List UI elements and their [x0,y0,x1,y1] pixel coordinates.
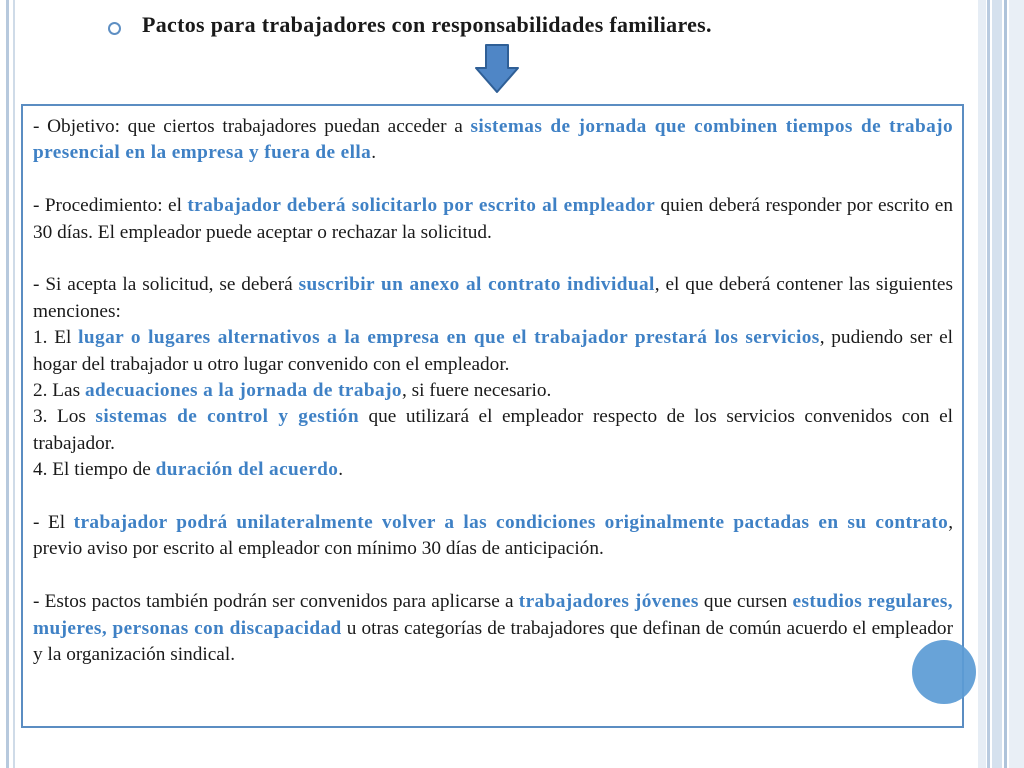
text-run: , si fuere necesario. [401,380,552,402]
paragraph-unilateral [33,510,953,563]
highlight-text: sistemas de jornada que combinen tiempos de trabajo presencial en la empresa y fuera de ella [33,116,953,164]
left-decorative-line-inner [13,0,15,768]
paragraph-acepta [33,272,953,325]
paragraph-objetivo [33,114,953,167]
highlight-text: lugar o lugares alternativos a la empresa en que el trabajador prestará los servicios [78,327,820,349]
text-run: 1. El [33,327,79,349]
text-run: , pudiendo ser el hogar del trabajador u otro lugar convenido con el empleador. [33,327,953,375]
slide-title: Pactos para trabajadores con responsabilidades familiares. [142,12,712,37]
text-run: - El [33,512,74,534]
text-run: , el que deberá contener las siguientes menciones: [33,274,953,322]
highlight-text: sistemas de control y gestión [95,406,359,428]
text-run: quien deberá responder por escrito en 30 días. El empleador puede aceptar o rechazar la solicitud. [33,195,953,243]
text-run: . [371,142,377,164]
highlight-text: adecuaciones a la jornada de trabajo [84,380,402,402]
text-run: 4. El tiempo de [33,459,156,481]
left-decorative-line [6,0,9,768]
list-item-1 [33,325,953,378]
list-item-3 [33,404,953,457]
down-arrow-icon [474,44,520,94]
list-item-2 [33,378,953,404]
highlight-text: trabajador podrá unilateralmente volver a las condiciones originalmente pactadas en su contrato [73,512,949,534]
text-run: , previo aviso por escrito al empleador con mínimo 30 días de anticipación. [33,512,954,560]
list-item-4 [33,457,953,483]
text-run: 3. Los [33,406,96,428]
decorative-circle [912,640,976,704]
text-run: que cursen [698,591,793,613]
text-run: . [338,459,344,481]
text-run: - Objetivo: que ciertos trabajadores puedan acceder a [33,116,471,137]
text-run: u otras categorías de trabajadores que definan de común acuerdo el empleador y la organización sindical. [33,617,953,666]
right-decorative-stripes [978,0,1024,768]
text-run: que utilizará el empleador respecto de los servicios convenidos con el trabajador. [33,406,953,454]
content-box [21,104,964,728]
ring-bullet-icon [108,22,121,35]
text-run: - Procedimiento: el [33,195,188,217]
highlight-text: suscribir un anexo al contrato individual [298,274,655,296]
text-run: - Si acepta la solicitud, se deberá [33,274,299,296]
paragraph-procedimiento [33,193,953,246]
text-run: - Estos pactos también podrán ser convenidos para aplicarse a [33,591,519,613]
text-run: 2. Las [33,380,85,402]
highlight-text: estudios regulares, mujeres, personas con discapacidad [33,591,953,639]
paragraph-pactos [33,589,953,668]
highlight-text: trabajadores jóvenes [518,591,699,613]
highlight-text: duración del acuerdo [155,459,339,481]
highlight-text: trabajador deberá solicitarlo por escrito al empleador [187,195,656,217]
